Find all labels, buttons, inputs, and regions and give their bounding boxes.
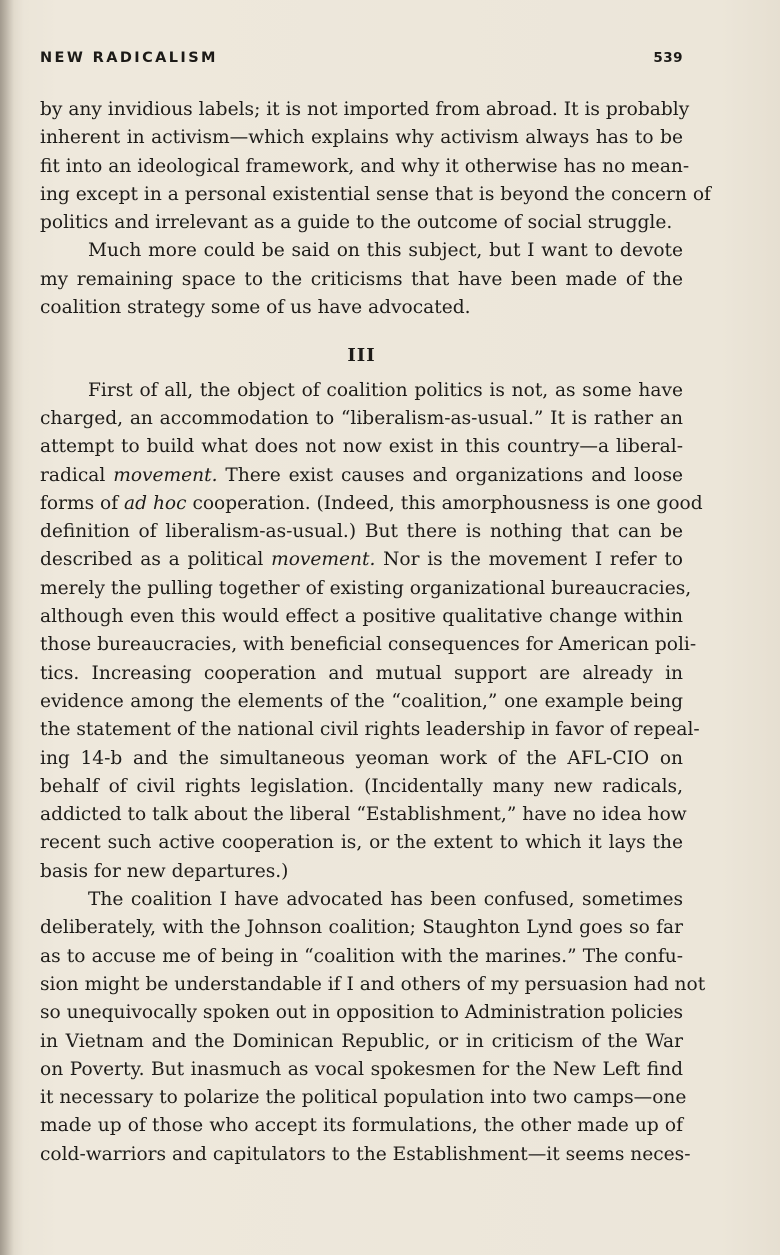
text-line: sion might be understandable if I and others of my persuasion had not xyxy=(40,973,706,995)
text-line: First of all, the object of coalition politics is not, as some have xyxy=(88,379,683,401)
text-run: radical xyxy=(40,464,114,486)
text-line: although even this would effect a positive qualitative change within xyxy=(40,606,683,628)
text-line: attempt to build what does not now exist in this country—a liberal- xyxy=(40,436,683,458)
text-line: cold-warriors and capitulators to the Establishment—it seems neces- xyxy=(40,1143,691,1165)
text-line: addicted to talk about the liberal “Establishment,” have no idea how xyxy=(40,804,687,826)
italic-emphasis: ad hoc xyxy=(124,492,187,514)
text-line: fit into an ideological framework, and why it otherwise has no mean- xyxy=(40,155,690,177)
body-text xyxy=(40,96,711,1169)
text-line: deliberately, with the Johnson coalition; Staughton Lynd goes so far xyxy=(40,917,683,939)
text-line: it necessary to polarize the political population into two camps—one xyxy=(40,1087,687,1109)
text-line: recent such active cooperation is, or the extent to which it lays the xyxy=(40,832,683,854)
text-line: tics. Increasing cooperation and mutual support are already in xyxy=(40,662,683,684)
text-line: made up of those who accept its formulations, the other made up of xyxy=(40,1115,683,1137)
text-line: on Poverty. But inasmuch as vocal spokesmen for the New Left find xyxy=(40,1058,683,1080)
text-line xyxy=(40,490,703,518)
running-head-title: NEW RADICALISM xyxy=(40,50,218,66)
text-line xyxy=(40,546,683,574)
text-line: inherent in activism—which explains why activism always has to be xyxy=(40,127,683,149)
text-line: evidence among the elements of the “coalition,” one example being xyxy=(40,690,683,712)
text-run: described as a political xyxy=(40,549,272,571)
text-line: the statement of the national civil rights leadership in favor of repeal- xyxy=(40,719,700,741)
paragraph-2 xyxy=(40,237,683,322)
text-run: Nor is the movement I refer to xyxy=(375,549,683,571)
text-line: my remaining space to the criticisms that have been made of the xyxy=(40,268,683,290)
text-line: charged, an accommodation to “liberalism-as-usual.” It is rather an xyxy=(40,407,683,429)
page-number: 539 xyxy=(653,50,683,66)
italic-emphasis: movement. xyxy=(113,464,218,486)
text-line: behalf of civil rights legislation. (Incidentally many new radicals, xyxy=(40,775,683,797)
text-line: Much more could be said on this subject, but I want to devote xyxy=(88,240,683,262)
text-run: cooperation. (Indeed, this amorphousness is one good xyxy=(186,492,703,514)
text-line: coalition strategy some of us have advocated. xyxy=(40,297,471,319)
text-line: so unequivocally spoken out in opposition to Administration policies xyxy=(40,1002,684,1024)
text-line: in Vietnam and the Dominican Republic, or in criticism of the War xyxy=(40,1030,683,1052)
text-run: forms of xyxy=(40,492,125,514)
text-line: politics and irrelevant as a guide to the outcome of social struggle. xyxy=(40,212,673,234)
paragraph-3 xyxy=(40,377,703,886)
running-head xyxy=(40,50,683,74)
text-line: by any invidious labels; it is not imported from abroad. It is probably xyxy=(40,99,690,120)
text-line: basis for new departures.) xyxy=(40,860,289,882)
text-line: as to accuse me of being in “coalition with the marines.” The confu- xyxy=(40,945,683,967)
text-line xyxy=(40,462,683,490)
paragraph-4 xyxy=(40,886,706,1169)
text-line: ing 14-b and the simultaneous yeoman work of the AFL-CIO on xyxy=(40,747,683,769)
text-line: merely the pulling together of existing organizational bureaucracies, xyxy=(40,577,692,599)
text-line: those bureaucracies, with beneficial consequences for American poli- xyxy=(40,634,697,656)
page-gutter-shadow xyxy=(0,0,14,1255)
paragraph-1 xyxy=(40,96,711,237)
section-heading: III xyxy=(347,345,376,367)
text-line: definition of liberalism-as-usual.) But there is nothing that can be xyxy=(40,521,683,543)
text-line: ing except in a personal existential sense that is beyond the concern of xyxy=(40,183,711,205)
text-line: The coalition I have advocated has been confused, sometimes xyxy=(88,889,683,911)
text-run: There exist causes and organizations and loose xyxy=(217,464,683,486)
italic-emphasis: movement. xyxy=(271,549,376,571)
